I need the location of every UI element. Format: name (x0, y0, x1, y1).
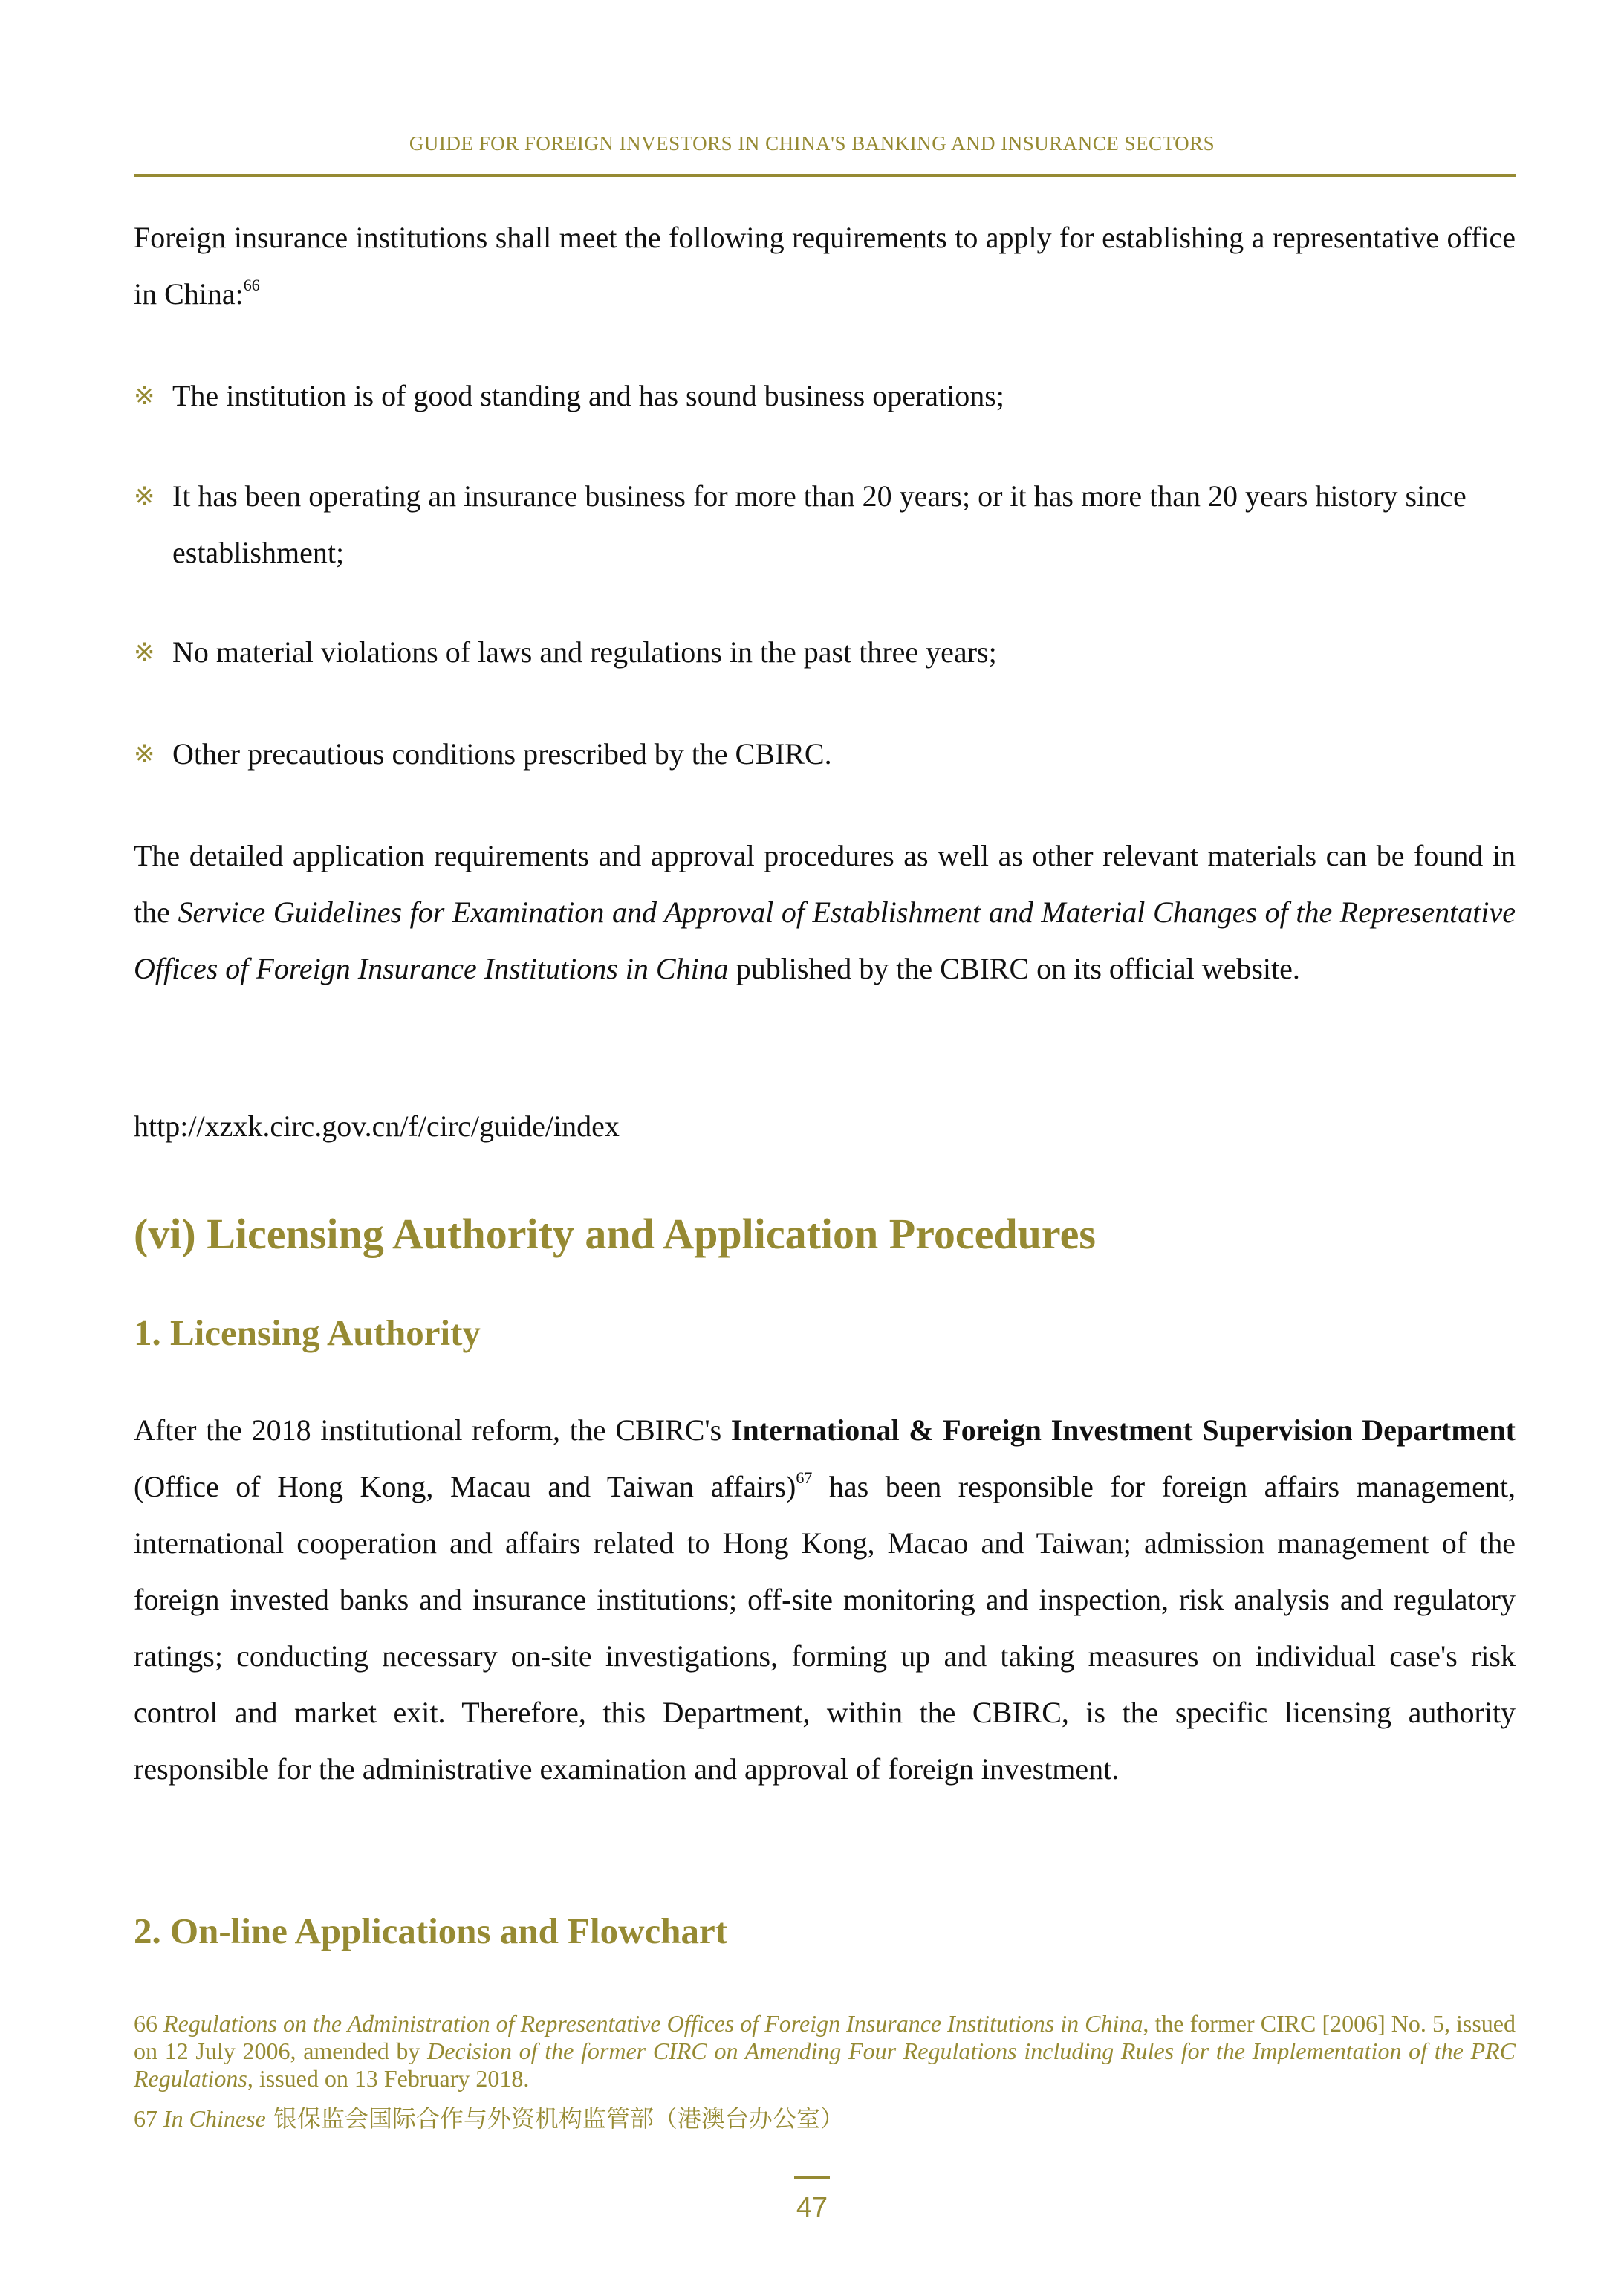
list-item-text: The institution is of good standing and has sound business operations; (172, 379, 1004, 412)
footnote-67 (134, 2105, 1516, 2133)
subsection-title-licensing-authority: 1. Licensing Authority (134, 1312, 481, 1353)
intro-text: Foreign insurance institutions shall meet the following requirements to apply for establishing a representative office in China: (134, 221, 1516, 311)
list-item-text: It has been operating an insurance business for more than 20 years; or it has more than 20 years history since establishment; (172, 479, 1467, 569)
url-line (134, 1098, 1516, 1155)
list-item (134, 726, 1516, 782)
footnote-citation-title: Regulations on the Administration of Representative Offices of Foreign Insurance Institutions in China (163, 2010, 1143, 2037)
footnote-ref-67[interactable]: 67 (796, 1468, 813, 1487)
licensing-paragraph (134, 1402, 1516, 1798)
licensing-text-mid: (Office of Hong Kong, Macau and Taiwan affairs) (134, 1470, 796, 1503)
guidelines-title: Service Guidelines for Examination and Approval of Establishment and Material Changes of the Representative Offices of Foreign Insurance Institutions in China (134, 895, 1516, 985)
licensing-text-before: After the 2018 institutional reform, the CBIRC's (134, 1413, 731, 1447)
list-item (134, 368, 1516, 424)
running-header: GUIDE FOR FOREIGN INVESTORS IN CHINA'S BANKING AND INSURANCE SECTORS (409, 132, 1215, 155)
requirements-list-item-3-wrap (134, 624, 1516, 681)
guidelines-text-after: published by the CBIRC on its official website. (728, 952, 1300, 985)
footnote-number: 67 (134, 2105, 157, 2132)
requirements-list-item-4-wrap (134, 726, 1516, 782)
list-item (134, 624, 1516, 681)
page-number: 47 (796, 2192, 828, 2223)
footnote-text: , the former CIRC [2006] No. 5, issued on 12 July 2006, amended by (134, 2010, 1516, 2064)
reference-mark-icon: ※ (134, 739, 155, 769)
list-item-text: Other precautious conditions prescribed by the CBIRC. (172, 737, 832, 771)
footnote-66 (134, 2010, 1516, 2093)
list-item-text: No material violations of laws and regulations in the past three years; (172, 635, 997, 669)
footnote-chinese-name: 银保监会国际合作与外资机构监管部（港澳台办公室） (265, 2104, 844, 2133)
header-divider (134, 174, 1516, 177)
footnotes (134, 2010, 1516, 2145)
reference-mark-icon: ※ (134, 381, 155, 411)
subsection-heading-1 (134, 1305, 1516, 1361)
page-number-rule (794, 2176, 830, 2179)
subsection-title-online-applications: 2. On-line Applications and Flowchart (134, 1910, 728, 1951)
footnote-label: In Chinese (163, 2105, 266, 2132)
guidelines-url-link[interactable]: http://xzxk.circ.gov.cn/f/circ/guide/index (134, 1109, 620, 1143)
intro-paragraph (134, 210, 1516, 322)
footnote-text: , issued on 13 February 2018. (247, 2065, 530, 2092)
requirements-list-item-2-wrap (134, 468, 1516, 581)
reference-mark-icon: ※ (134, 638, 155, 667)
subsection-heading-2 (134, 1903, 1516, 1960)
footnote-number: 66 (134, 2010, 157, 2037)
footnote-ref-66[interactable]: 66 (243, 275, 260, 294)
department-name: International & Foreign Investment Supervision Department (730, 1413, 1516, 1447)
requirements-list (134, 368, 1516, 424)
section-heading (134, 1206, 1516, 1262)
reference-mark-icon: ※ (134, 482, 155, 511)
list-item (134, 468, 1516, 581)
footnote-citation-title: Decision of the former CIRC on Amending Four Regulations including Rules for the Implementation of the PRC Regulations (134, 2038, 1516, 2092)
licensing-text-after: has been responsible for foreign affairs management, international cooperation and affairs related to Hong Kong, Macao and Taiwan; admission management of the foreign invested banks and insurance institutions; off-site monitoring and inspection, risk analysis and regulatory ratings; conducting necessary on-site investigations, forming up and taking measures on individual case's risk control and market exit. Therefore, this Department, within the CBIRC, is the specific licensing authority responsible for the administrative examination and approval of foreign investment. (134, 1470, 1516, 1786)
section-title: (vi) Licensing Authority and Application Procedures (134, 1210, 1096, 1258)
guidelines-text-before: The detailed application requirements and approval procedures as well as other relevant materials can be found in the (134, 839, 1516, 929)
guidelines-paragraph (134, 828, 1516, 997)
